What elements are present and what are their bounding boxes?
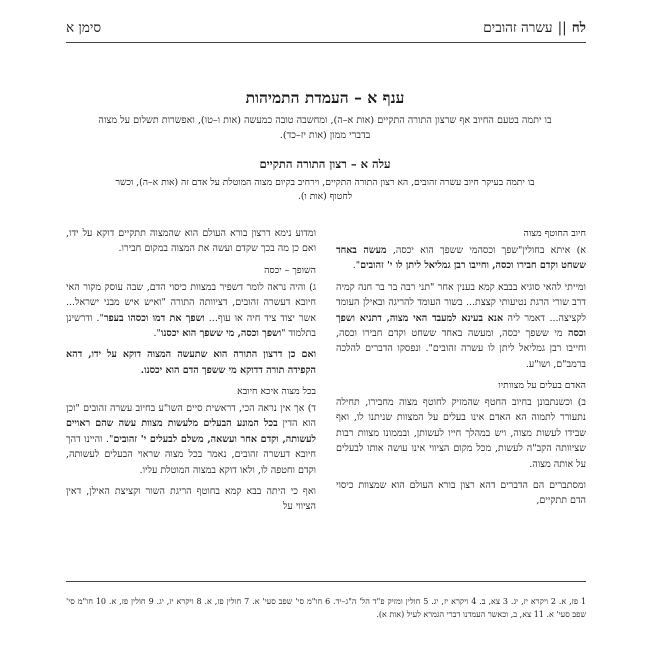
text-run: ד) אך אין נראה הכי, דראשית סיים השו"ע בחיוב עשרה זהובים: [83, 403, 316, 415]
text-run: ". ודרשינן בתלמוד ": [66, 312, 316, 339]
text-run: מי ששפך יכסה, ומעשה באחד ששחט וקדם חבירו וכסה, וחייבו רבן גמליאל ליתן לו עשרה זהובים". ונפסקו הדברים להלכה ברמב"ם, ושו"ע.: [336, 327, 586, 370]
book-title: עשרה זהובים: [483, 20, 553, 36]
text-run: בענין אחר "תני רבה בר בר חנה קמיה דרב שורי הרגת נטיעותי קצצת... בשור העומד להריגה ובאילן העומד לקציצה... דאמר ליה: [336, 281, 586, 324]
text-run: ".: [153, 327, 161, 339]
paragraph: [336, 280, 586, 372]
siman-label: סימן א: [66, 20, 102, 36]
bold-text: מעשה באחד ששחט וקדם חבירו וכסה, וחייבו רבן גמליאל ליתן לו י' זהובים: [336, 245, 586, 272]
paragraph: [336, 243, 586, 274]
body-columns: [66, 226, 586, 578]
bold-text: ושפך וכסה, מי ששפך הוא יכסנו: [160, 327, 282, 339]
text-run: "שפך וכסה: [477, 245, 523, 257]
right-column: [336, 226, 586, 578]
section-summary: בו יתמה בעיקר חיוב עשרה זהובים, הא רצון התורה התקיים, וירחיב בקיום מצוה המוטלת על אדם זה (אות א–ה), וכשר לחטוף (אות ו).: [115, 177, 535, 203]
side-heading: בכל מצוה איכא חיובא: [237, 386, 316, 398]
text-run: ומדוע נימא דרצון בורא העולם הוא שהמצוה תתקיים דוקא על ידו, ואם כן מה בכך שקדם ועשה את המצוה במקום חבירו.: [66, 228, 316, 255]
text-run: ".: [352, 260, 361, 272]
text-run: בחוטף הריגת השור וקציצת האילן, דאין הציווי על: [66, 485, 316, 513]
header-rule: [66, 42, 586, 43]
footnote-rule: [66, 581, 586, 582]
chapter-title: ענף א – העמדת התמיהות: [245, 88, 405, 107]
text-run: א) איתא בחולין: [522, 245, 586, 257]
paragraph: [66, 226, 316, 257]
side-heading: האדם בעלים על מצוותיו: [498, 380, 586, 392]
left-column: [66, 226, 316, 578]
text-run: ומייתי להאי סוגיא בבבא קמא: [478, 281, 586, 293]
bold-text: ושפך את דמו וכסהו בעפר: [103, 312, 205, 324]
footnotes: 1 פז, א. 2 ויקרא יז, יג. 3 צא, ב. 4 ויקרא יז, יג. 5 חולין ומזיק פ"ד הל' ה"ג–יד. 6 חו"מ סי' שפב סעי' א. 7 חולין פז, א. 8 ויקרא יז, יג. 9 חולין פז, א. 10 חו"מ סי' שפב סעי' א. 11 צא, ב, וכאשר העמדנו דברי הגמרא לעיל (אות א).: [66, 596, 587, 620]
chapter-heading: [90, 88, 560, 144]
chapter-summary: בו יתמה בטעם החיוב אף שרצון התורה התקיים (אות א–ה), ומחשבה טובה כמעשה (אות ו–טו), ואפשרות תשלום על מצוה בדברי ממון (אות יז–כד).: [98, 115, 552, 141]
text-run: ומסתברים הם הדברים דהא רצון בורא העולם הוא שמצוות כיסוי הדם תתקיים,: [336, 479, 586, 507]
text-run: ג) והיה נראה לומר דשפיר במצוות כיסוי הדם, שבה עוסק מקור האי חיובא דעשרה זהובים, דציוותה התורה "ואיש איש מבני ישראל... אשר יצוד ציד חיה או עוף...: [66, 281, 316, 324]
page-number: לח: [571, 20, 586, 36]
side-heading: חיוב החוטף מצוה: [523, 228, 586, 239]
paragraph: [336, 478, 586, 509]
paragraph: [66, 347, 316, 378]
text-run: מי ששפך הוא יכסה,: [386, 245, 478, 257]
header-separator: ||: [557, 20, 567, 36]
paragraph: [336, 395, 586, 472]
text-run: "וכן הוא הדין: [66, 403, 316, 430]
header-page-info: [483, 20, 586, 36]
paragraph: [66, 280, 316, 342]
bold-text: ואם כן דרצון התורה הוא שתעשה המצוה דוקא על ידו, דהא הקפידה תורה דדוקא מי ששפך הדם הוא יכסנו.: [66, 349, 316, 376]
bold-text: בכל המונע הבעלים מלעשות מצוות עשה שהם ראויים לעשותה, וקדם אחר ועשאה, משלם לבעלים י' זהובים: [66, 418, 316, 445]
bold-text: אנא בעינא למעבד האי מצוה, דתניא ושפך וכסה: [336, 312, 586, 339]
text-run: ב) וכשנתבונן בחיוב החטף שהמזיק לחוטף מצוה מחבירו, תחילה נתעורר לתמוה הא האדם אינו בעלים על המצוות שניתנו לו, ואף שבידו לעשות מצוה, ויש במהלך חייו לעשותן, ובממונו מצוות רבות שציוותה הקב"ה לעשות, מכל מקום הציווי אינו עושה אותו לבעלים על אותה מצוה.: [336, 397, 586, 470]
paragraph: [66, 401, 316, 478]
section-title: עלה א – רצון התורה התקיים: [259, 157, 391, 171]
running-header: [66, 18, 586, 38]
paragraph: [66, 484, 316, 515]
text-run: ואף כי היתה בבא קמא: [225, 485, 316, 497]
text-run: ". והיינו דהך חיובא דעשרה זהובים, נאמר בכל מצוה שראוי הבעלים לעשותה, וקדם וחטפה לו, ולאו דוקא במצוה המוטלת עליו.: [66, 433, 316, 476]
section-heading: [110, 157, 540, 205]
side-heading: השופך – יכסה: [264, 264, 316, 276]
